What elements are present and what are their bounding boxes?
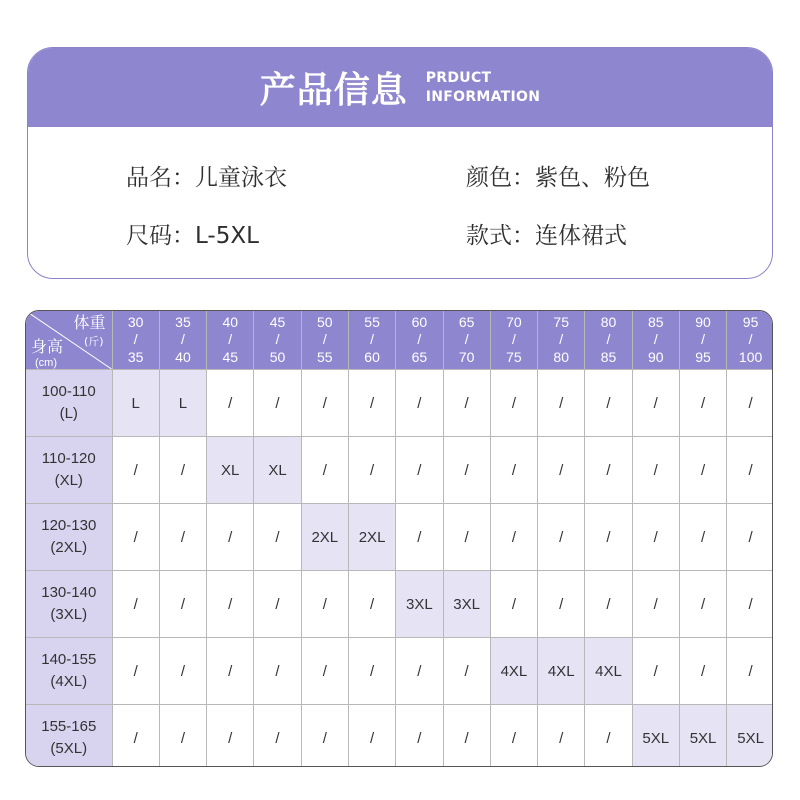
size-cell: / [490,705,537,768]
size-cell: / [679,437,726,504]
weight-column-top: 55 [364,313,380,330]
size-cell: / [348,705,395,768]
size-label: (4XL) [50,673,88,690]
weight-column-sep: / [606,331,611,348]
height-range-cell [26,504,112,571]
weight-column-sep: / [133,331,138,348]
size-cell: XL [254,437,301,504]
height-range: 100-110 [41,383,96,400]
weight-column-bottom: 90 [647,348,664,365]
weight-column-header [490,311,537,370]
weight-column-sep: / [748,331,753,348]
size-cell: / [443,705,490,768]
weight-column-bottom: 85 [600,348,617,365]
product-style: 款式：连体裙式 [466,223,627,249]
weight-column-top: 85 [647,313,664,330]
size-cell: 4XL [585,638,632,705]
height-range: 120-130 [41,517,97,534]
size-cell: / [490,571,537,638]
subtitle-line-1: PRDUCT [425,69,492,86]
size-cell: 3XL [443,571,490,638]
size-cell: / [443,370,490,437]
size-cell: / [443,504,490,571]
weight-column-top: 70 [506,313,522,330]
size-cell: / [396,370,443,437]
height-range-cell [26,437,112,504]
table-row [26,705,773,768]
size-cell: / [112,571,159,638]
table-corner-cell [26,311,112,370]
weight-column-sep: / [511,331,516,348]
size-cell: / [490,504,537,571]
size-cell: / [396,638,443,705]
height-label: 身高 [31,337,64,356]
weight-column-header [396,311,443,370]
size-cell: / [443,638,490,705]
size-cell: / [632,504,679,571]
size-cell: 5XL [679,705,726,768]
product-info-subtitle [426,69,541,107]
weight-column-bottom: 70 [458,348,475,365]
size-cell: 2XL [301,504,348,571]
size-cell: / [348,437,395,504]
weight-column-bottom: 100 [738,348,763,365]
weight-column-header [632,311,679,370]
size-cell: 5XL [632,705,679,768]
size-cell: / [538,504,585,571]
size-cell: / [727,437,773,504]
weight-unit: (斤) [83,335,104,348]
size-cell: / [679,504,726,571]
size-cell: / [207,571,254,638]
weight-column-bottom: 35 [127,348,144,365]
size-cell: / [159,571,206,638]
weight-column-top: 40 [222,313,239,330]
table-row [26,437,773,504]
size-cell: / [396,504,443,571]
weight-column-top: 35 [175,313,191,330]
weight-column-header [348,311,395,370]
weight-column-top: 90 [695,313,711,330]
weight-column-header [679,311,726,370]
size-cell: / [254,370,301,437]
size-cell: / [348,638,395,705]
height-unit: (cm) [35,357,57,369]
weight-column-top: 45 [269,313,286,330]
size-cell: / [159,705,206,768]
weight-column-header [727,311,773,370]
size-cell: / [443,437,490,504]
weight-column-header [112,311,159,370]
product-info-card [27,47,773,279]
size-cell: / [207,705,254,768]
size-cell: / [679,370,726,437]
size-cell: / [585,437,632,504]
size-chart-table [26,311,773,767]
size-cell: / [207,370,254,437]
size-label: (XL) [54,472,83,489]
weight-column-sep: / [417,331,422,348]
weight-column-top: 80 [600,313,617,330]
size-cell: / [301,370,348,437]
size-cell: / [396,705,443,768]
size-cell: / [538,437,585,504]
weight-column-header [254,311,301,370]
weight-column-sep: / [228,331,233,348]
size-cell: / [112,437,159,504]
size-cell: / [396,437,443,504]
size-cell: / [207,504,254,571]
weight-column-sep: / [559,331,564,348]
size-cell: / [254,504,301,571]
weight-column-top: 30 [127,313,144,330]
table-row [26,638,773,705]
size-label: (5XL) [50,740,88,757]
size-cell: / [301,437,348,504]
weight-column-sep: / [322,331,327,348]
weight-column-top: 95 [742,313,759,330]
weight-column-bottom: 75 [506,348,522,365]
size-cell: / [727,504,773,571]
size-label: (2XL) [50,539,88,556]
weight-column-sep: / [701,331,705,348]
size-cell: / [254,705,301,768]
product-color: 颜色：紫色、粉色 [466,165,650,191]
size-cell: / [159,504,206,571]
weight-column-header [538,311,585,370]
size-cell: / [490,437,537,504]
size-cell: / [159,437,206,504]
size-cell: / [585,705,632,768]
size-cell: / [538,705,585,768]
size-cell: / [632,571,679,638]
weight-column-top: 50 [317,313,333,330]
size-cell: 3XL [396,571,443,638]
weight-label: 体重 [73,313,106,332]
product-info-header [28,48,772,127]
size-cell: / [301,638,348,705]
product-name: 品名：儿童泳衣 [126,165,287,191]
height-range-cell [26,705,112,768]
height-range-cell [26,571,112,638]
weight-column-sep: / [464,331,469,348]
height-range: 130-140 [41,584,97,601]
size-cell: / [348,370,395,437]
size-cell: / [585,571,632,638]
weight-column-header [159,311,206,370]
size-cell: L [159,370,206,437]
size-cell: / [679,571,726,638]
size-cell: L [112,370,159,437]
size-cell: / [159,638,206,705]
size-cell: 4XL [490,638,537,705]
size-cell: / [254,571,301,638]
weight-column-top: 75 [553,313,569,330]
size-cell: / [112,705,159,768]
weight-column-header [585,311,632,370]
size-cell: / [727,370,773,437]
size-cell: / [727,638,773,705]
size-cell: / [538,571,585,638]
size-cell: / [301,705,348,768]
size-cell: XL [207,437,254,504]
product-info-title: 产品信息 [259,70,408,111]
size-label: (3XL) [50,606,88,623]
height-range: 155-165 [41,718,97,735]
weight-column-sep: / [275,331,280,348]
weight-column-header [207,311,254,370]
subtitle-line-2: INFORMATION [425,88,541,105]
size-cell: / [727,571,773,638]
size-chart [25,310,773,767]
weight-column-header [443,311,490,370]
size-label: (L) [59,405,78,422]
size-cell: / [301,571,348,638]
product-size: 尺码：L-5XL [126,223,259,249]
size-cell: / [585,504,632,571]
weight-column-header [301,311,348,370]
table-row [26,571,773,638]
weight-column-bottom: 95 [695,348,711,365]
size-cell: / [112,638,159,705]
weight-column-bottom: 80 [553,348,569,365]
size-cell: 4XL [538,638,585,705]
weight-column-bottom: 60 [364,348,380,365]
weight-column-bottom: 65 [411,348,428,365]
weight-column-bottom: 45 [222,348,239,365]
weight-column-top: 60 [411,313,428,330]
weight-column-top: 65 [458,313,475,330]
size-cell: / [254,638,301,705]
size-cell: / [490,370,537,437]
weight-column-sep: / [370,331,375,348]
weight-header-row [26,311,773,370]
weight-column-bottom: 50 [269,348,286,365]
weight-column-bottom: 55 [317,348,333,365]
table-row [26,504,773,571]
height-range-cell [26,370,112,437]
size-cell: / [679,638,726,705]
size-cell: / [585,370,632,437]
size-cell: / [632,437,679,504]
size-cell: 2XL [348,504,395,571]
weight-column-sep: / [653,331,658,348]
table-row [26,370,773,437]
size-cell: / [112,504,159,571]
size-cell: / [632,370,679,437]
size-cell: / [207,638,254,705]
size-cell: / [348,571,395,638]
size-cell: / [538,370,585,437]
size-cell: 5XL [727,705,773,768]
height-range-cell [26,638,112,705]
weight-column-sep: / [181,331,185,348]
weight-column-bottom: 40 [175,348,191,365]
height-range: 110-120 [41,450,96,467]
height-range: 140-155 [41,651,97,668]
size-cell: / [632,638,679,705]
